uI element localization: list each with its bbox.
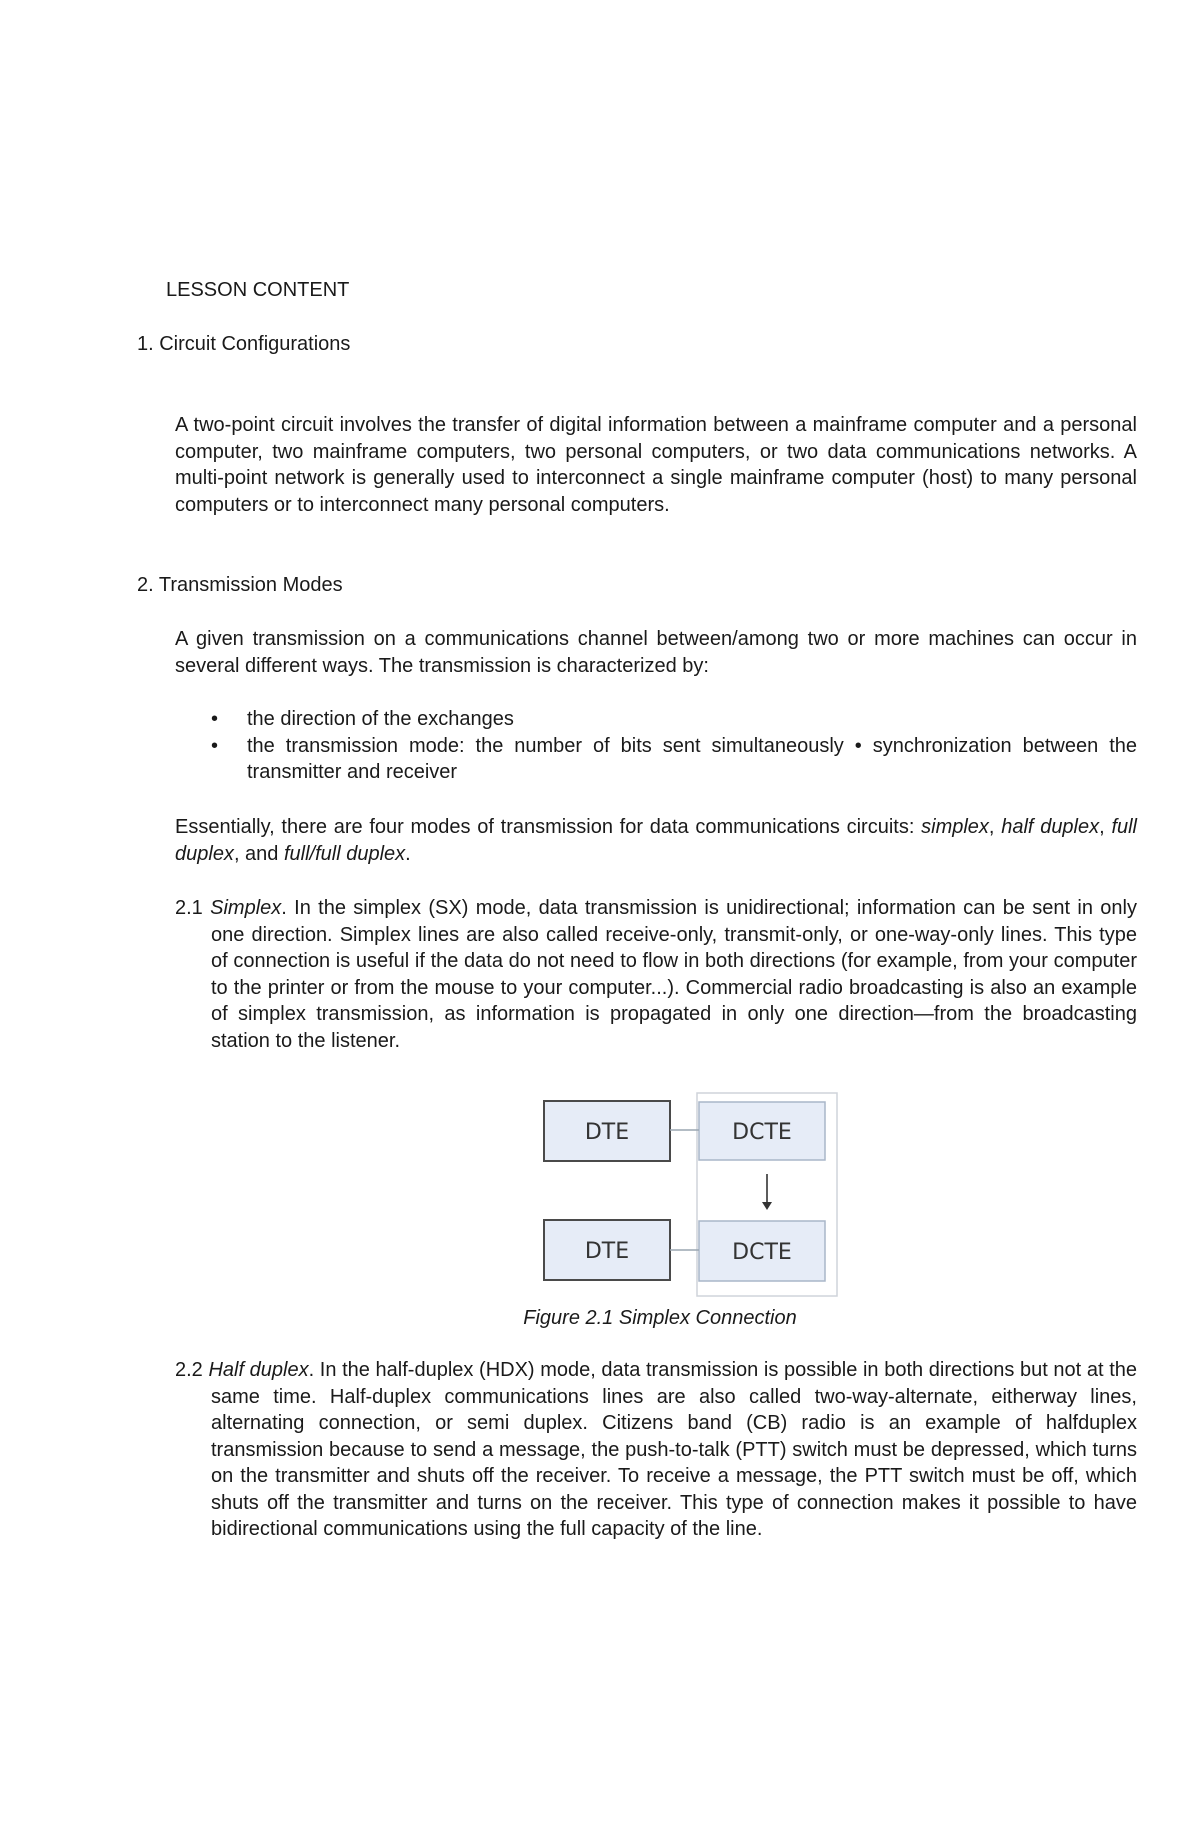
dte-label-top: DTE (584, 1120, 630, 1145)
modes-summary-prefix: Essentially, there are four modes of transmission for data communications circuits: (175, 816, 922, 838)
dcte-label-top: DCTE (732, 1120, 792, 1145)
mode-simplex: simplex (921, 816, 989, 838)
separator: , (988, 816, 1002, 838)
dte-label-bottom: DTE (584, 1239, 630, 1264)
bullet-icon: • (211, 708, 219, 730)
half-duplex-term: Half duplex (208, 1359, 309, 1381)
mode-half-duplex: half duplex (1001, 816, 1100, 838)
period: . (405, 842, 411, 865)
simplex-number: 2.1 (175, 897, 211, 919)
simplex-term: Simplex (210, 897, 282, 919)
half-duplex-number: 2.2 (175, 1359, 209, 1381)
list-item-text: the transmission mode: the number of bits sent simultaneously • synchronization between the transmitter and receiver (247, 734, 1137, 783)
simplex-connection-diagram (540, 1090, 840, 1300)
lesson-title: LESSON CONTENT (166, 279, 350, 301)
simplex-text: . In the simplex (SX) mode, data transmission is unidirectional; information can be sent in only one direction. Simplex lines are also called receive-only, transmit-only, or one-way-only lines. This type of connection is useful if the data do not need to flow in both directions (for example, from your computer to the printer or from the mouse to your computer...). Commercial radio broadcasting is also an example of simplex transmission, as information is propagated in only one direction—from the broadcasting station to the listener. (211, 897, 1137, 1052)
half-duplex-text: . In the half-duplex (HDX) mode, data transmission is possible in both directions but not at the same time. Half-duplex communications lines are also called two-way-alternate, eitherway lines, alternating connection, or semi duplex. Citizens band (CB) radio is an example of halfduplex transmission because to send a message, the push-to-talk (PTT) switch must be depressed, which turns on the transmitter and shuts off the receiver. To receive a message, the PTT switch must be off, which shuts off the transmitter and turns on the receiver. This type of connection makes it possible to have bidirectional communications using the full capacity of the line. (211, 1359, 1137, 1540)
list-item (175, 733, 1137, 786)
separator: , and (233, 842, 284, 865)
list-item-text: the direction of the exchanges (247, 708, 514, 730)
transmission-modes-intro: A given transmission on a communications channel between/among two or more machines can occur in several different ways. The transmission is characterized by: (175, 628, 1137, 677)
circuit-configurations-paragraph: A two-point circuit involves the transfer of digital information between a mainframe computer and a personal computer, two mainframe computers, two personal computers, or two data communications networks. A multi-point network is generally used to interconnect a single mainframe computer (host) to many personal computers or to interconnect many personal computers. (175, 414, 1137, 516)
bullet-icon: • (211, 734, 219, 757)
characteristics-list (175, 706, 1137, 786)
mode-full-full-duplex: full/full duplex (283, 842, 406, 865)
simplex-paragraph (175, 895, 1137, 1054)
modes-summary-paragraph (175, 814, 1137, 867)
section-heading-transmission-modes: 2. Transmission Modes (137, 574, 343, 596)
half-duplex-paragraph (175, 1357, 1137, 1543)
section-heading-circuit-configurations: 1. Circuit Configurations (137, 333, 351, 355)
separator: , (1099, 816, 1112, 838)
mode-full-duplex: full duplex (175, 816, 1138, 865)
figure-caption: Figure 2.1 Simplex Connection (523, 1307, 797, 1329)
list-item (175, 706, 1137, 733)
dcte-label-bottom: DCTE (732, 1240, 792, 1265)
